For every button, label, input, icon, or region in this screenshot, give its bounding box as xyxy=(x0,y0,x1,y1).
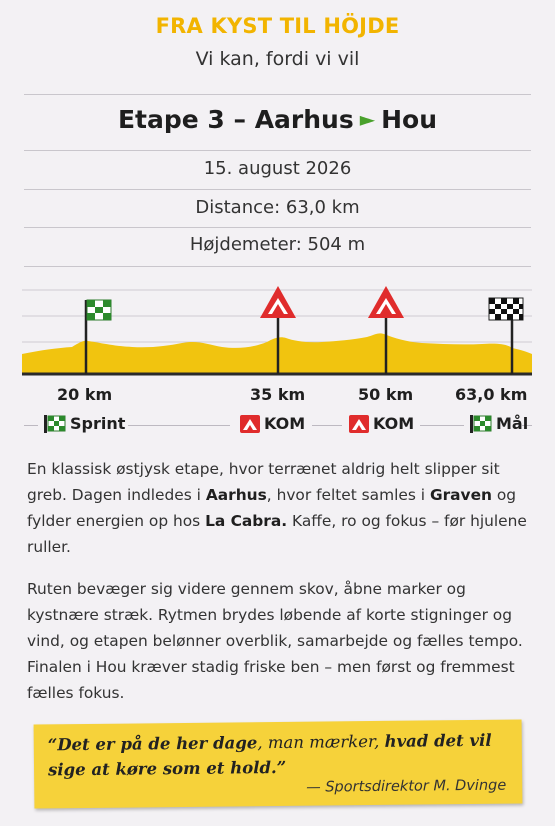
highlight-term: Aarhus xyxy=(205,486,267,504)
highlight-term: La Cabra. xyxy=(205,512,288,530)
red-mountain-sign-icon xyxy=(349,415,369,433)
text-run: En klassisk østjysk etape, hvor terrænet aldrig helt slipper sit greb. Dagen indledes i xyxy=(27,460,500,504)
quote-run: , man mærker, xyxy=(257,731,385,753)
legend-line xyxy=(420,425,464,426)
km-label-kom-1: 35 km xyxy=(250,385,306,404)
km-label-finish: 63,0 km xyxy=(455,385,528,404)
text-run: og fylder energien op hos xyxy=(27,486,517,530)
red-mountain-sign-icon xyxy=(260,286,296,318)
divider xyxy=(24,189,531,190)
legend-label-kom-1: KOM xyxy=(264,414,306,433)
divider xyxy=(24,266,531,267)
tagline: Vi kan, fordi vi vil xyxy=(195,48,360,70)
divider xyxy=(24,94,531,95)
green-checkered-flag-icon xyxy=(87,300,111,320)
legend-line xyxy=(24,425,38,426)
legend-kom-2 xyxy=(349,414,414,433)
stage-distance: Distance: 63,0 km xyxy=(195,197,360,218)
stage-elevation: Højdemeter: 504 m xyxy=(189,234,366,255)
stage-destination: Hou xyxy=(381,105,438,134)
divider xyxy=(24,150,531,151)
quote-text xyxy=(48,727,518,782)
red-mountain-sign-icon xyxy=(368,286,404,318)
legend-finish xyxy=(470,414,528,433)
km-label-sprint: 20 km xyxy=(57,385,113,404)
divider xyxy=(24,227,531,228)
stage-prefix: Etape 3 – Aarhus xyxy=(117,105,354,134)
legend-label-kom-2: KOM xyxy=(373,414,415,433)
legend-label-finish: Mål xyxy=(496,414,529,433)
legend-line xyxy=(128,425,230,426)
green-checkered-flag-icon xyxy=(44,415,66,433)
quote-author: — Sportsdirektor M. Dvinge xyxy=(306,777,507,796)
green-checkered-flag-icon xyxy=(470,415,492,433)
text-run: , hvor feltet samles i xyxy=(266,486,430,504)
legend-sprint xyxy=(44,414,125,433)
quote-run: ” xyxy=(276,757,287,778)
legend-kom-1 xyxy=(240,414,305,433)
legend-line xyxy=(312,425,342,426)
paragraph-intro xyxy=(27,456,532,560)
stage-title xyxy=(0,105,555,134)
quote-run: “Det er på de her dage xyxy=(47,733,258,755)
paragraph-route: Ruten bevæger sig videre gennem skov, åbne marker og kystnære stræk. Rytmen brydes løbende af korte stigninger og vind, og etapen belønner overblik, samarbejde og fælles tempo. Finalen i Hou kræver stadig friske ben – men først og fremmest fælles fokus. xyxy=(27,580,523,702)
km-label-kom-2: 50 km xyxy=(358,385,414,404)
legend-label-sprint: Sprint xyxy=(70,414,126,433)
highlight-term: Graven xyxy=(429,486,492,504)
quote-run: hvad det vil sige at køre som et hold. xyxy=(47,730,492,780)
brand-title: FRA KYST TIL HÖJDE xyxy=(155,14,400,38)
red-mountain-sign-icon xyxy=(240,415,260,433)
text-run: Kaffe, ro og fokus – før hjulene ruller. xyxy=(27,512,527,556)
quote-box xyxy=(34,719,523,808)
arrow-right-icon: ► xyxy=(359,107,376,131)
finish-flag-icon xyxy=(489,298,523,320)
stage-date: 15. august 2026 xyxy=(203,158,352,179)
elevation-profile xyxy=(22,280,532,390)
